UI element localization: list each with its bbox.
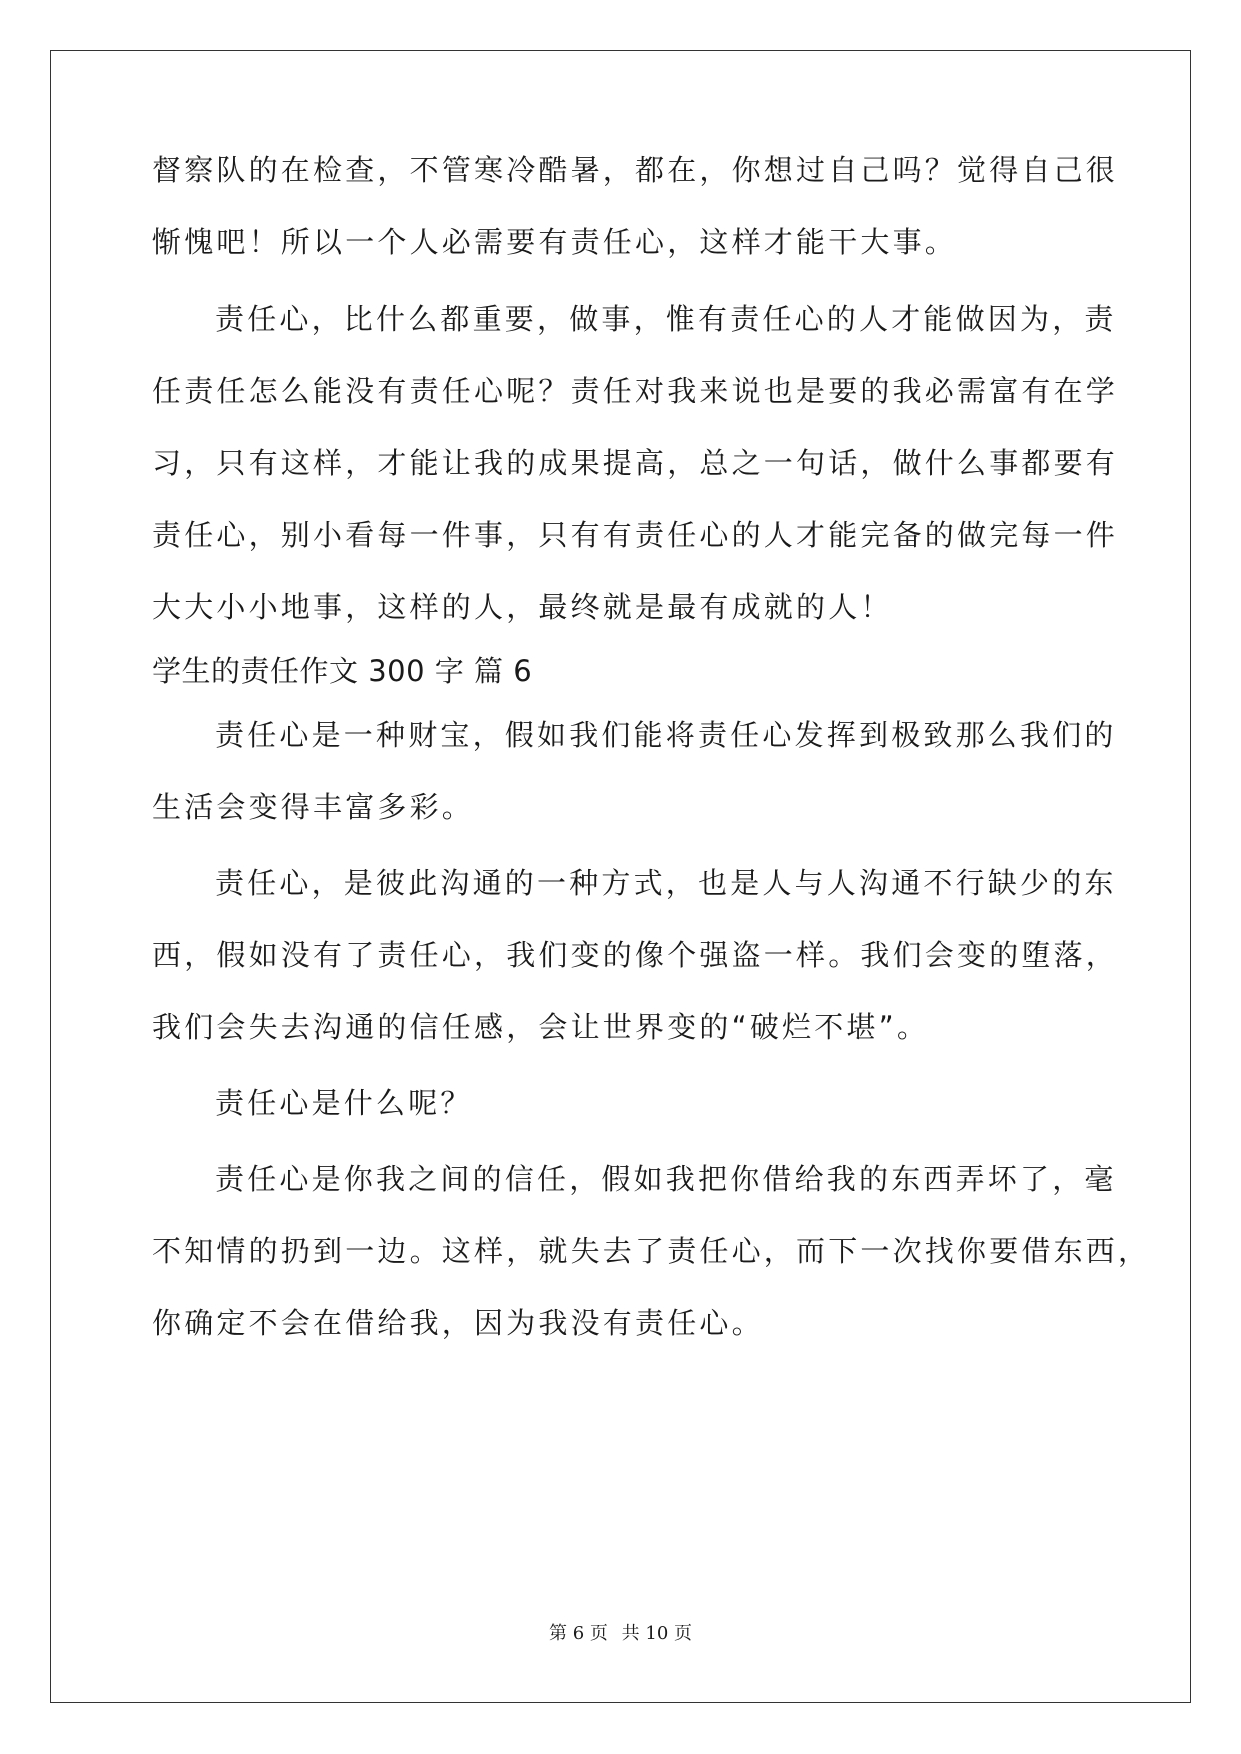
page-total: 共 10 页 bbox=[621, 1623, 692, 1644]
text-line: 责任心是你我之间的信任，假如我把你借给我的东西弄坏了，毫 bbox=[215, 1162, 1117, 1196]
text-line: 责任心，比什么都重要，做事，惟有责任心的人才能做因为，责 bbox=[215, 302, 1117, 336]
text-line: 任责任怎么能没有责任心呢？责任对我来说也是要的我必需富有在学 bbox=[152, 374, 1119, 408]
text-line: 责任心是什么呢？ bbox=[215, 1086, 473, 1120]
page-number: 第 6 页 bbox=[549, 1623, 608, 1644]
text-line: 责任心是一种财宝，假如我们能将责任心发挥到极致那么我们的 bbox=[215, 718, 1117, 752]
text-line: 我们会失去沟通的信任感，会让世界变的“破烂不堪”。 bbox=[152, 1010, 930, 1044]
text-line: 大大小小地事，这样的人，最终就是最有成就的人！ bbox=[152, 590, 893, 624]
text-line: 责任心，别小看每一件事，只有有责任心的人才能完备的做完每一件 bbox=[152, 518, 1119, 552]
text-line: 督察队的在检查，不管寒冷酷暑，都在，你想过自己吗？觉得自己很 bbox=[152, 153, 1119, 187]
text-line: 惭愧吧！所以一个人必需要有责任心，这样才能干大事。 bbox=[152, 225, 958, 259]
section-heading: 学生的责任作文 300 字 篇 6 bbox=[152, 654, 533, 688]
text-line: 生活会变得丰富多彩。 bbox=[152, 790, 475, 824]
text-line: 不知情的扔到一边。这样，就失去了责任心，而下一次找你要借东西， bbox=[152, 1234, 1151, 1268]
text-line: 责任心，是彼此沟通的一种方式，也是人与人沟通不行缺少的东 bbox=[215, 866, 1117, 900]
text-line: 西，假如没有了责任心，我们变的像个强盗一样。我们会变的堕落， bbox=[152, 938, 1119, 972]
text-line: 习，只有这样，才能让我的成果提高，总之一句话，做什么事都要有 bbox=[152, 446, 1119, 480]
page-footer bbox=[0, 1622, 1241, 1646]
text-line: 你确定不会在借给我，因为我没有责任心。 bbox=[152, 1306, 764, 1340]
